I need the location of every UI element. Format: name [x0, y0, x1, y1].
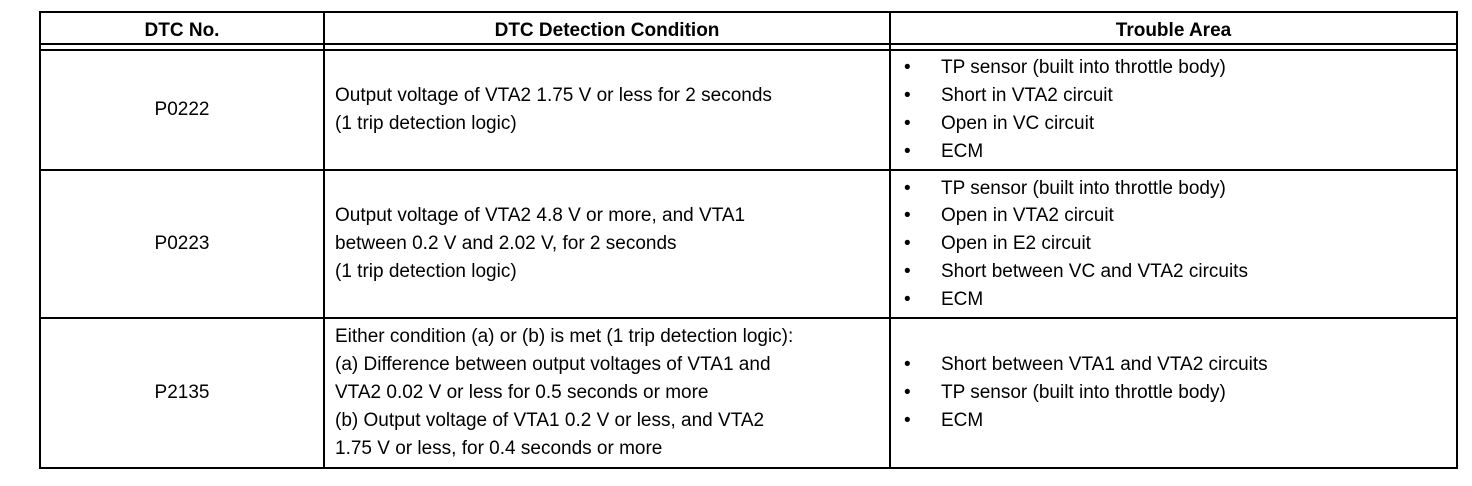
- bullet-icon: •: [904, 177, 911, 199]
- list-item: • ECM: [891, 286, 1456, 314]
- bullet-icon: •: [904, 113, 911, 134]
- trouble-area: [890, 170, 1457, 318]
- condition-line: (b) Output voltage of VTA1 0.2 V or less, and VTA2: [335, 410, 765, 431]
- condition-line: Either condition (a) or (b) is met (1 trip detection logic):: [335, 326, 794, 347]
- dtc-table: [39, 11, 1458, 469]
- bullet-icon: •: [904, 85, 911, 107]
- condition-line: (1 trip detection logic): [335, 113, 517, 134]
- header-dtc-no: DTC No.: [40, 12, 324, 50]
- trouble-area-list: [891, 54, 1456, 165]
- list-item: • Short between VTA1 and VTA2 circuits: [891, 351, 1456, 379]
- list-item: • TP sensor (built into throttle body): [891, 175, 1456, 203]
- trouble-area: [890, 50, 1457, 170]
- table-row: [40, 170, 1457, 318]
- bullet-icon: •: [904, 233, 911, 255]
- list-item: • TP sensor (built into throttle body): [891, 379, 1456, 407]
- condition-line: (1 trip detection logic): [335, 261, 517, 282]
- dtc-code: P0222: [40, 50, 324, 170]
- bullet-icon: •: [904, 354, 911, 376]
- condition-line: Output voltage of VTA2 4.8 V or more, and VTA1: [335, 205, 746, 226]
- list-item: • Short in VTA2 circuit: [891, 82, 1456, 110]
- bullet-icon: •: [904, 57, 911, 79]
- condition-line: Output voltage of VTA2 1.75 V or less for 2 seconds: [335, 85, 772, 106]
- condition-line: 1.75 V or less, for 0.4 seconds or more: [335, 438, 663, 459]
- detection-condition: [324, 50, 890, 170]
- bullet-icon: •: [904, 205, 911, 227]
- condition-line: VTA2 0.02 V or less for 0.5 seconds or more: [335, 382, 709, 403]
- detection-condition: [324, 170, 890, 318]
- bullet-icon: •: [904, 260, 911, 282]
- bullet-icon: •: [904, 409, 911, 431]
- dtc-code: P0223: [40, 170, 324, 318]
- condition-line: (a) Difference between output voltages of VTA1 and: [335, 354, 771, 375]
- list-item: • ECM: [891, 138, 1456, 166]
- list-item: • Open in VTA2 circuit: [891, 202, 1456, 230]
- list-item: • TP sensor (built into throttle body): [891, 54, 1456, 82]
- table-header: [40, 12, 1457, 50]
- bullet-icon: •: [904, 382, 911, 404]
- header-trouble-area: Trouble Area: [890, 12, 1457, 50]
- table-row: [40, 50, 1457, 170]
- list-item: • Open in E2 circuit: [891, 230, 1456, 258]
- trouble-area: [890, 318, 1457, 468]
- trouble-area-list: [891, 175, 1456, 314]
- table-row: [40, 318, 1457, 468]
- list-item: • Open in VC circuit: [891, 110, 1456, 138]
- condition-line: between 0.2 V and 2.02 V, for 2 seconds: [335, 233, 677, 254]
- bullet-icon: •: [904, 140, 911, 162]
- header-detection-condition: DTC Detection Condition: [324, 12, 890, 50]
- bullet-icon: •: [904, 288, 911, 310]
- list-item: • ECM: [891, 407, 1456, 435]
- detection-condition: [324, 318, 890, 468]
- dtc-code: P2135: [40, 318, 324, 468]
- list-item: • Short between VC and VTA2 circuits: [891, 258, 1456, 286]
- trouble-area-list: [891, 351, 1456, 434]
